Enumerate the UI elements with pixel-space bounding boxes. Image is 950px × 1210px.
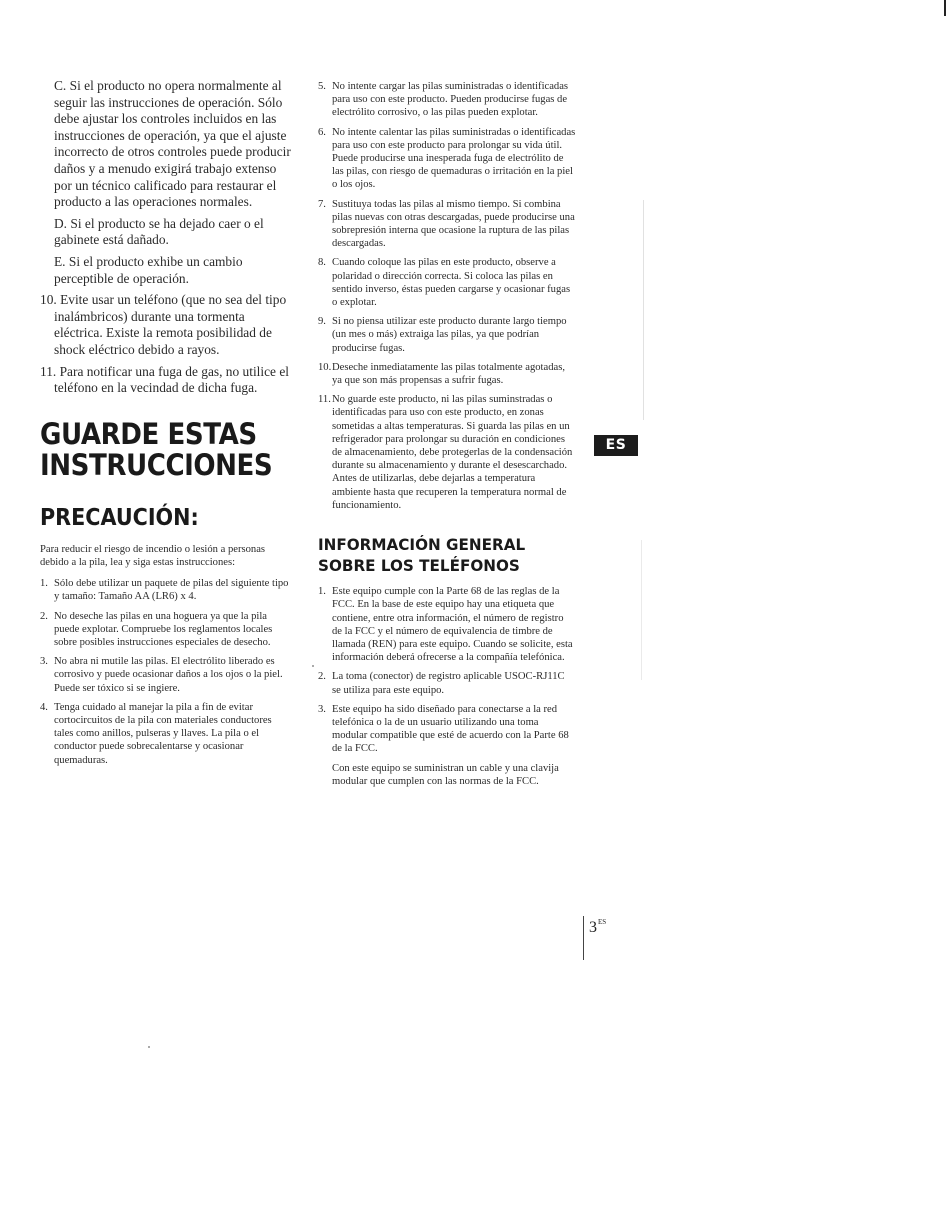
page-number-suffix: ES [598, 918, 607, 926]
page-number-rule [583, 916, 584, 960]
safety-item-e: E. Si el producto exhibe un cambio perceptible de operación. [54, 253, 243, 286]
safety-item-11: 11. Para notificar una fuga de gas, no utilice el teléfono en la vecindad de dicha fuga. [40, 363, 290, 396]
list-text: No intente calentar las pilas suministradas o identificadas para uso con este producto para prolongar su vida útil. Puede producirse una inesperada fuga de electrólito de las pilas, con riesgo de quemaduras o irritación en la piel o los ojos. [332, 126, 576, 191]
list-item [318, 198, 576, 251]
list-text: Sustituya todas las pilas al mismo tiempo. Si combina pilas nuevas con otras descargadas, puede producirse una sobrepresión interna que ocasione la ruptura de las pilas descargadas. [332, 198, 575, 250]
list-text: Si no piensa utilizar este producto durante largo tiempo (un mes o más) extraiga las pilas, ya que podrían producirse fugas. [332, 316, 567, 354]
list-text: Este equipo cumple con la Parte 68 de las reglas de la FCC. En la base de este equipo hay una etiqueta que contiene, entre otra información, el número de registro de la FCC y el número de equivalencia de timbre de llamada (REN) para este equipo. Cuando se solicite, esta información deberá ofrecerse a la compañía telefónica. [332, 586, 573, 664]
safety-item-10: 10. Evite usar un teléfono (que no sea del tipo inalámbricos) durante una tormenta eléctrica. Existe la remota posibilidad de shock eléctrico debido a rayos. [40, 292, 287, 357]
info-list [318, 585, 576, 755]
list-item [318, 585, 576, 664]
list-text: La toma (conector) de registro aplicable USOC-RJ11C se utiliza para este equipo. [332, 671, 565, 696]
list-text: Deseche inmediatamente las pilas totalmente agotadas, ya que son más propensas a sufrir fugas. [332, 361, 565, 387]
caution-list-right [318, 80, 576, 512]
page-number [589, 918, 606, 937]
list-number: 4. [40, 701, 48, 713]
list-number: 1. [40, 578, 48, 590]
list-number: 10. [318, 361, 332, 373]
list-item [40, 577, 292, 603]
list-item [318, 393, 576, 512]
list-text: No intente cargar las pilas suministradas o identificadas para uso con este producto. Pueden producirse fugas de electrólito corrosivo, o las pilas pueden explotar. [332, 81, 569, 119]
list-item [40, 610, 292, 650]
list-number: 3. [40, 656, 48, 668]
scan-artifact [312, 665, 314, 667]
caution-heading: PRECAUCIÓN: [40, 504, 199, 531]
general-info-heading [318, 534, 563, 576]
middle-column [318, 80, 576, 788]
list-item [40, 655, 292, 695]
caution-list-left [40, 577, 292, 767]
list-text: No abra ni mutile las pilas. El electrólito liberado es corrosivo y puede ocasionar daños a los ojos o la piel. Puede ser tóxico si se ingiere. [54, 656, 283, 694]
list-number: 11. [318, 394, 331, 406]
edge-mark [944, 0, 946, 16]
list-number: 3. [318, 703, 326, 715]
list-number: 2. [318, 671, 326, 683]
scan-artifact [148, 1046, 150, 1048]
list-text: Sólo debe utilizar un paquete de pilas del siguiente tipo y tamaño: Tamaño AA (LR6) x 4. [54, 578, 289, 603]
list-text: No guarde este producto, ni las pilas suminstradas o identificadas para uso con este producto, en zonas sometidas a altas temperaturas. Si guarda las pilas en un refrigerador para prolongar su duración en condiciones de almacenamiento, debe protegerlas de la condensación durante su almacenamiento y durante el desescarchado. Antes de utilizarlas, debe dejarlas a temperatura ambiente hasta que recuperen la temperatura normal de funcionamiento. [332, 394, 573, 511]
list-number: 1. [318, 586, 326, 598]
list-number: 2. [40, 610, 48, 622]
scan-artifact [641, 540, 642, 680]
safety-item-c: C. Si el producto no opera normalmente al seguir las instrucciones de operación. Sólo debe ajustar los controles incluidos en las instrucciones de operación, ya que el ajuste incorrecto de otros controles puede producir daños y a menudo exigirá trabajo extenso por un técnico calificado para restaurar el producto a las operaciones normales. [54, 78, 291, 210]
list-item [318, 126, 576, 192]
list-number: 6. [318, 126, 326, 138]
save-instructions-heading-line2: INSTRUCCIONES [40, 447, 273, 482]
list-number: 8. [318, 257, 326, 269]
scan-artifact [643, 200, 644, 420]
list-number: 5. [318, 81, 326, 92]
list-number: 7. [318, 198, 326, 210]
general-info-heading-line1: INFORMACIÓN GENERAL [318, 535, 526, 555]
list-item [318, 315, 576, 355]
save-instructions-heading-line1: GUARDE ESTAS [40, 416, 257, 451]
general-info-heading-line2: SOBRE LOS TELÉFONOS [318, 556, 520, 576]
save-instructions-heading [40, 416, 273, 482]
language-tab-badge: ES [594, 435, 638, 456]
list-item [318, 361, 576, 387]
list-text: No deseche las pilas en una hoguera ya que la pila puede explotar. Compruebe los reglamentos locales sobre posibles instrucciones especiales de desecho. [54, 610, 273, 648]
list-item [318, 256, 576, 309]
caution-intro: Para reducir el riesgo de incendio o lesión a personas debido a la pila, lea y siga estas instrucciones: [40, 543, 266, 568]
list-item [318, 670, 576, 696]
info-closing-paragraph: Con este equipo se suministran un cable y una clavija modular que cumplen con las normas de la FCC. [332, 762, 559, 787]
list-item [318, 80, 576, 120]
safety-item-d: D. Si el producto se ha dejado caer o el gabinete está dañado. [54, 215, 264, 248]
list-item [318, 703, 576, 756]
list-number: 9. [318, 316, 326, 328]
list-text: Tenga cuidado al manejar la pila a fin de evitar cortocircuitos de la pila con materiales conductores tales como anillos, pulseras y llaves. La pila o el conductor puede sobrecalentarse y ocasionar quemaduras. [54, 701, 272, 766]
left-column [40, 78, 292, 773]
page-number-value: 3 [589, 919, 597, 936]
list-text: Cuando coloque las pilas en este producto, observe a polaridad o dirección correcta. Si coloca las pilas en sentido inverso, éstas pueden cargarse y ocasionar fugas o explotar. [332, 257, 571, 309]
list-text: Este equipo ha sido diseñado para conectarse a la red telefónica o la de un usuario utilizando una toma modular compatible que esté de acuerdo con la Parte 68 de la FCC. [332, 703, 569, 755]
list-item [40, 701, 292, 767]
